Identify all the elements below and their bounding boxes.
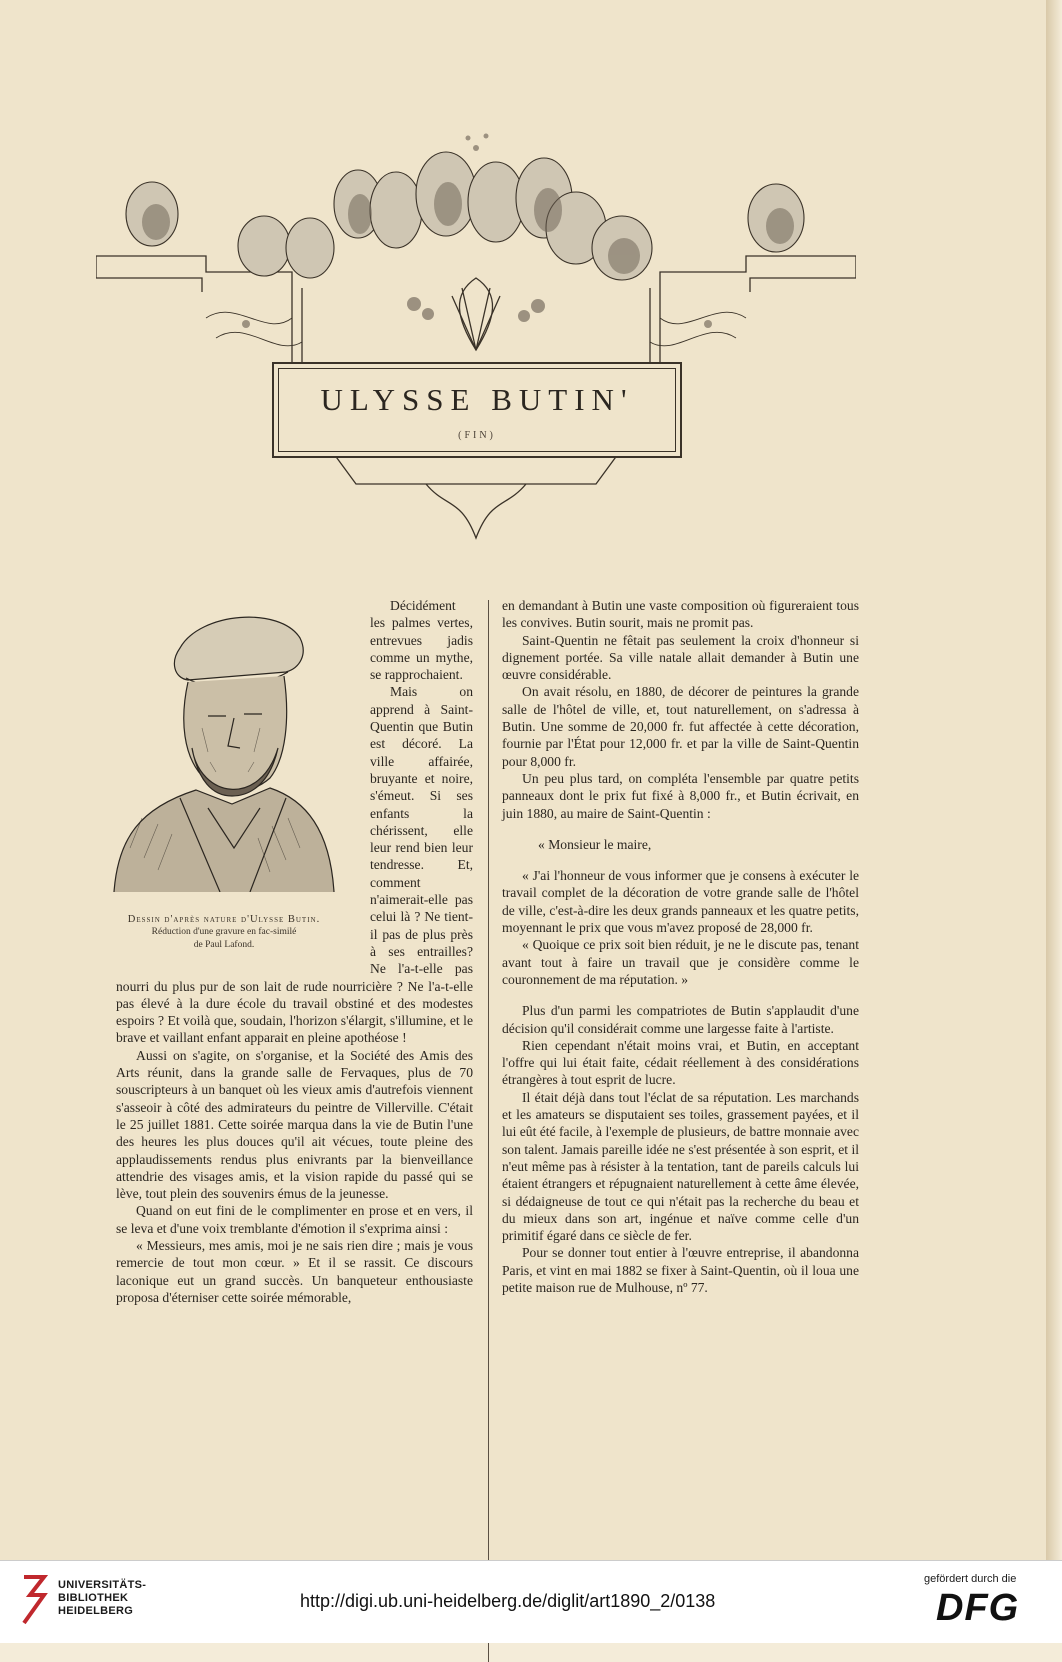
paragraph: Mais on apprend à Saint-Quentin que Butin est décoré. La ville affairée, bruyante et noire, s'émeut. Si ses enfants la chérissent, elle leur rend bien leur tendresse. Et, comment n'aimerait-elle pas celui là ? Ne tient-il pas de plus près à ses entrailles? Ne l'a-t-elle pas nourri du plus pur de son lait de rude nourricière ? Ne l'a-t-elle pas élevé à la dure école du travail obstiné et des modestes espoirs ? Et voilà que, soudain, l'horizon s'élargit, s'illumine, et le brave et vaillant enfant apparait en pleine apothéose ! [116,684,473,1046]
caption-title: Dessin d'après nature d'Ulysse Butin. [127,914,321,925]
caption-credit-2: de Paul Lafond. [193,940,255,950]
right-text-column [502,597,859,1296]
digitization-bar [0,1560,1062,1643]
spacer [502,988,859,1002]
library-name-line: UNIVERSITÄTS- [58,1579,147,1591]
university-library-logo-icon[interactable] [20,1573,48,1627]
spacer [502,853,859,867]
caption-credit-1: Réduction d'une gravure en fac-similé [151,927,297,937]
paragraph: Un peu plus tard, on compléta l'ensemble par quatre petits panneaux dont le prix fut fixé à 8,000 fr., et Butin écrivait, en juin 1880, au maire de Saint-Quentin : [502,770,859,821]
library-name-line: HEIDELBERG [58,1605,134,1617]
paragraph: Plus d'un parmi les compatriotes de Butin s'applaudit d'une décision qu'il considérait comme une largesse faite à l'artiste. [502,1003,859,1036]
paragraph: Décidément les palmes vertes, entrevues jadis comme un mythe, se rapprochaient. [370,598,473,683]
figure-space [116,597,356,965]
library-name-line: BIBLIOTHEK [58,1592,129,1604]
letter-paragraph: « Quoique ce prix soit bien réduit, je ne le discute pas, tenant avant tout à faire un travail que je considère comme le couronnement de ma réputation. » [502,937,859,987]
page-edge [1046,0,1062,1560]
paragraph: Quand on eut fini de le complimenter en prose et en vers, il se leva et d'une voix tremblante d'émotion il s'exprima ainsi : [116,1203,473,1236]
permalink-url[interactable]: http://digi.ub.uni-heidelberg.de/diglit/art1890_2/0138 [300,1591,716,1611]
letter-paragraph: « J'ai l'honneur de vous informer que je consens à exécuter le travail complet de la décoration de votre grande salle de l'hôtel de ville, c'est-à-dire les deux grands panneaux et les quatre petits, moyennant le prix que vous m'avez proposé de 28,000 fr. [502,868,859,936]
left-text-column [116,597,473,1306]
article-subtitle: (FIN) [458,430,496,441]
paragraph: Rien cependant n'était moins vrai, et Butin, en acceptant l'offre qui lui était faite, cédait réellement à des considérations étrangères à tout esprit de lucre. [502,1037,859,1088]
paragraph: Il était déjà dans tout l'éclat de sa réputation. Les marchands et les amateurs se disputaient ses toiles, grassement payées, et il lui eût été facile, à l'exemple de plusieurs, de battre monnaie avec son talent. Jamais pareille idée ne s'est présentée à son esprit, et il n'eut même pas à résister à la tentation, tant de pareils calculs lui étaient étrangers et répugnaient naturellement à cette âme élevée, si dédaigneuse de tout ce qui n'était pas la recherche du beau et du mieux dans son art, ingénue et naïve comme celle d'un primitif égaré dans ce siècle de fer. [502,1089,859,1244]
sponsor-label: gefördert durch die [924,1573,1017,1585]
library-name[interactable] [58,1579,146,1618]
dfg-logo[interactable]: DFG [936,1587,1020,1629]
letter-salutation: « Monsieur le maire, [538,836,652,852]
paragraph: Pour se donner tout entier à l'œuvre entreprise, il abandonna Paris, et vint en mai 1882 se fixer à Saint-Quentin, où il loua une petite maison rue de Mulhouse, nº 77. [502,1245,859,1295]
article-title: ULYSSE BUTIN' [320,382,634,417]
paragraph: Aussi on s'agite, on s'organise, et la Société des Amis des Arts réunit, dans la grande salle de Fervaques, plus de 70 souscripteurs à un banquet où les vieux amis d'autrefois viennent s'asseoir à côté des admirateurs du peintre de Villerville. C'était le 25 juillet 1881. Cette soirée marqua dans la vie de Butin l'une des heures les plus douces qu'il ait vécues, toute pleine des applaudissements rendus plus enivrants par la bienveillance attendrie des visages amis, et la vision rapide du passé qui se lève, tout plein des souvenirs émus de la jeunesse. [116,1047,473,1202]
paragraph: en demandant à Butin une vaste composition où figureraient tous les convives. Butin sourit, mais ne promit pas. [502,598,859,631]
paragraph: « Messieurs, mes amis, moi je ne sais rien dire ; mais je vous remercie de tout mon cœur. » Et il se rassit. Ce discours laconique eut un grand succès. Un banqueteur enthousiaste proposa d'éterniser cette soirée mémorable, [116,1237,473,1305]
paragraph: On avait résolu, en 1880, de décorer de peintures la grande salle de l'hôtel de ville, et, tout naturellement, on s'adressa à Butin. Une somme de 20,000 fr. fut affectée à cette décoration, fournie par l'État pour 12,000 fr. et par la ville de Saint-Quentin pour 8,000 fr. [502,684,859,769]
spacer [502,822,859,836]
bird-ornament-illustration [96,118,856,558]
paragraph: Saint-Quentin ne fêtait pas seulement la croix d'honneur si dignement portée. Sa ville natale allait demander à Butin une œuvre considérable. [502,632,859,683]
title-cartouche [272,362,682,458]
column-rule [488,600,489,1662]
